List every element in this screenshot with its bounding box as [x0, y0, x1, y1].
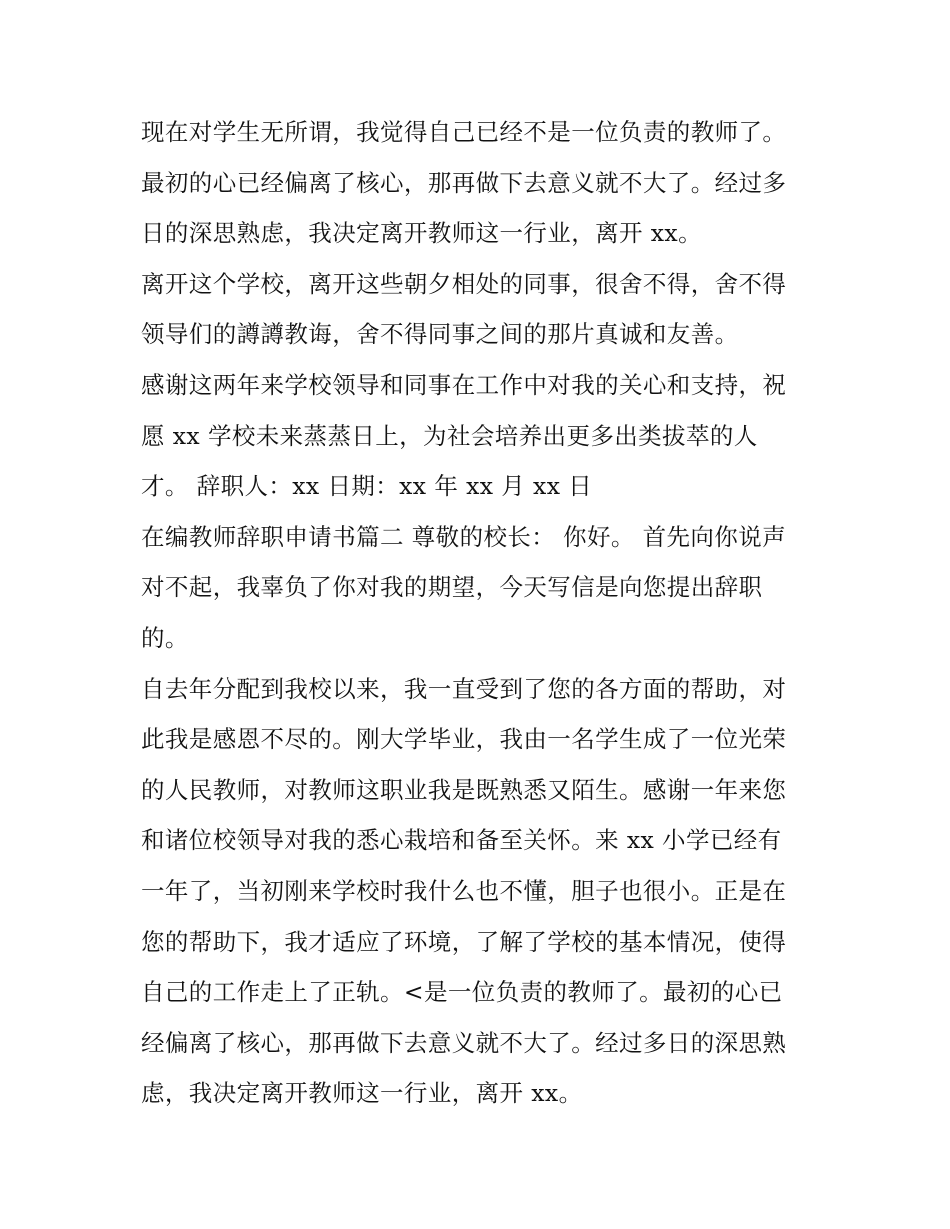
- text-line: 才。 辞职人：xx 日期：xx 年 xx 月 xx 日: [141, 472, 593, 501]
- text-line: 自己的工作走上了正轨。<是一位负责的教师了。最初的心已: [141, 978, 783, 1007]
- text-line: 愿 xx 学校未来蒸蒸日上，为社会培养出更多出类拔萃的人: [141, 421, 758, 450]
- text-line: 对不起，我辜负了你对我的期望，今天写信是向您提出辞职: [141, 573, 763, 602]
- text-line: 现在对学生无所谓，我觉得自己已经不是一位负责的教师了。: [141, 118, 787, 146]
- text-line: 最初的心已经偏离了核心，那再做下去意义就不大了。经过多: [141, 168, 787, 197]
- text-line: 经偏离了核心，那再做下去意义就不大了。经过多日的深思熟: [141, 1028, 787, 1057]
- text-line: 此我是感恩不尽的。刚大学毕业，我由一名学生成了一位光荣: [141, 725, 787, 754]
- document-body: [141, 107, 821, 1119]
- text-line: 离开这个学校，离开这些朝夕相处的同事，很舍不得，舍不得: [141, 269, 787, 298]
- text-line: 和诸位校领导对我的悉心栽培和备至关怀。来 xx 小学已经有: [141, 826, 782, 855]
- text-line: 自去年分配到我校以来，我一直受到了您的各方面的帮助，对: [141, 674, 787, 703]
- text-line: 虑，我决定离开教师这一行业，离开 xx。: [141, 1079, 583, 1108]
- text-line: 的。: [141, 623, 189, 652]
- text-line: 的人民教师，对教师这职业我是既熟悉又陌生。感谢一年来您: [141, 775, 787, 804]
- text-line: 领导们的譐譐教诲，舍不得同事之间的那片真诚和友善。: [141, 320, 739, 349]
- text-line: 日的深思熟虑，我决定离开教师这一行业，离开 xx。: [141, 219, 702, 248]
- text-line: 感谢这两年来学校领导和同事在工作中对我的关心和支持，祝: [141, 370, 787, 399]
- text-line: 在编教师辞职申请书篇二 尊敬的校长： 你好。 首先向你说声: [141, 522, 787, 551]
- text-line: 一年了，当初刚来学校时我什么也不懂，胆子也很小。正是在: [141, 876, 787, 905]
- text-line: 您的帮助下，我才适应了环境，了解了学校的基本情况，使得: [141, 927, 787, 956]
